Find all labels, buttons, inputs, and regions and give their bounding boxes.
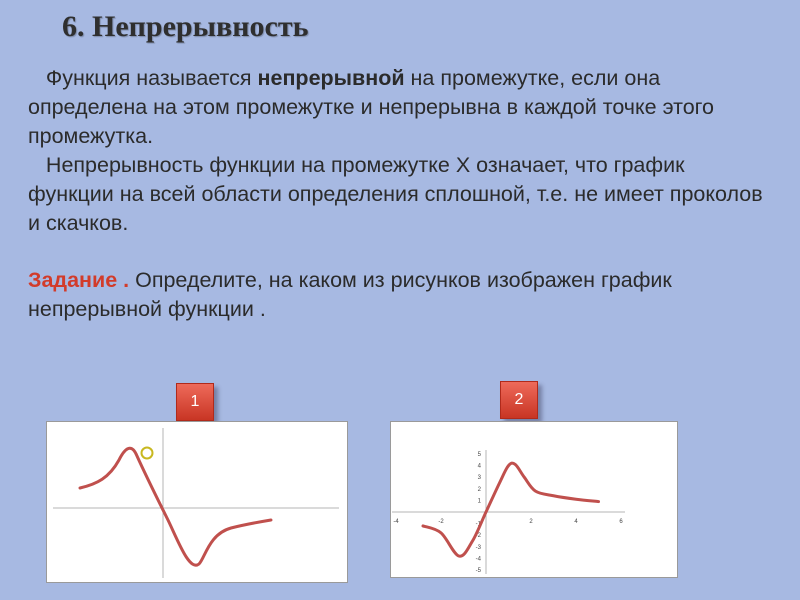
figure-1-hole-point [142,448,153,459]
figure-2-y-tick-label: -5 [475,568,481,574]
figure-2-x-tick-label: -4 [393,519,399,525]
figure-1-badge[interactable]: 1 [176,383,214,421]
figure-2-y-tick-label: 5 [477,452,481,458]
figure-1-graph [47,422,347,582]
figure-2-panel [390,421,678,578]
figure-2-y-tick-label: 4 [477,463,481,470]
definition-text [28,64,768,238]
paragraph-definition [28,64,768,151]
figure-2-graph [391,422,677,577]
figure-2-y-tick-label: 3 [477,475,481,482]
figure-2-y-tick-label: 1 [477,498,481,505]
slide-title: 6. Непрерывность [62,10,309,43]
task-text [28,266,768,324]
figure-1-panel [46,421,348,583]
figure-2-x-tick-label: 6 [619,519,623,525]
task-question: Определите, на каком из рисунков изображен график непрерывной функции . [28,268,672,321]
figure-2-badge[interactable]: 2 [500,381,538,419]
figure-2-y-tick-label: -4 [475,556,481,563]
figure-1-series-line [80,448,271,565]
figure-2-x-tick-label: -2 [438,519,444,525]
figure-2-y-tick-label: -3 [475,544,481,551]
figure-2-y-tick-label: -1 [475,521,481,528]
definition-suffix: на промежутке, если она определена на этом промежутке и непрерывна в каждой точке этого промежутка. [28,66,714,148]
meaning-text: Непрерывность функции на промежутке Х означает, что график функции на всей области определения сплошной, т.е. не имеет проколов и скачков. [28,153,763,235]
figure-2-series-line [423,463,599,556]
figure-2-x-tick-label: 4 [574,519,578,525]
figure-2-y-tick-label: 2 [477,486,481,493]
definition-bold-term: непрерывной [257,66,405,90]
figure-2-y-tick-label: -2 [475,533,481,540]
task-label: Задание . [28,268,130,292]
paragraph-meaning [28,151,768,238]
definition-prefix: Функция называется [45,66,258,90]
figure-2-x-tick-label: 2 [529,519,533,525]
